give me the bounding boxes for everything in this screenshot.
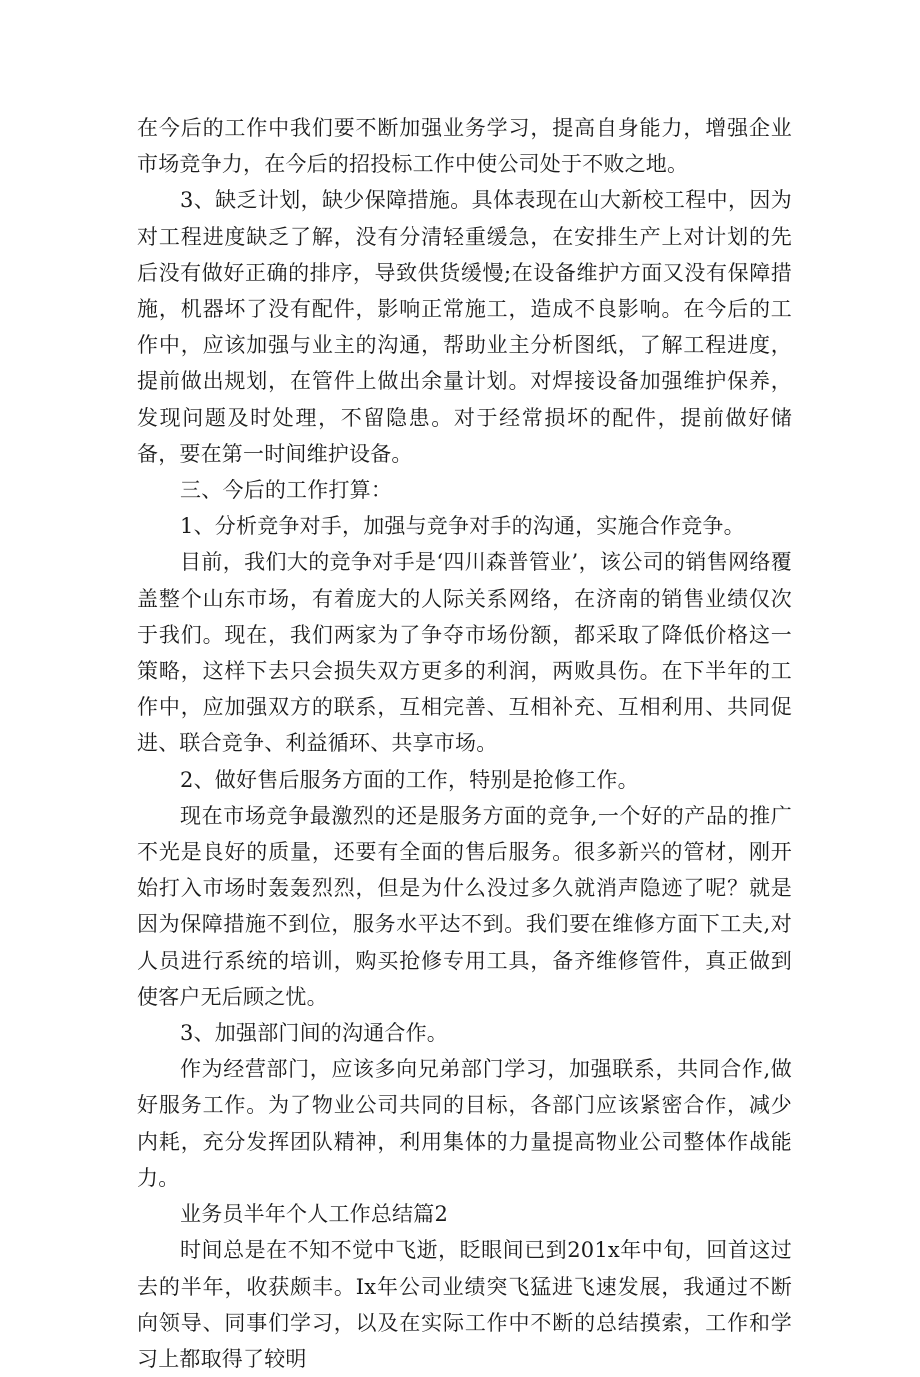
document-body	[137, 110, 792, 1377]
plan-item-3-heading: 3、加强部门间的沟通合作。	[180, 1021, 449, 1046]
article-2-opening-paragraph: 时间总是在不知不觉中飞逝，眨眼间已到201x年中旬，回首这过去的半年，收获颇丰。Ix年公司业绩突飞猛进飞速发展，我通过不断向领导、同事们学习，以及在实际工作中不断的总结摸索，工作和学习上都取得了较明	[137, 1238, 792, 1371]
plan-item-2-heading: 2、做好售后服务方面的工作，特别是抢修工作。	[180, 767, 639, 792]
paragraph-point-3: 3、缺乏计划，缺少保障措施。具体表现在山大新校工程中，因为对工程进度缺乏了解，没有分清轻重缓急，在安排生产上对计划的先后没有做好正确的排序，导致供货缓慢;在设备维护方面又没有保障措施，机器坏了没有配件，影响正常施工，造成不良影响。在今后的工作中，应该加强与业主的沟通，帮助业主分析图纸，了解工程进度，提前做出规划，在管件上做出余量计划。对焊接设备加强维护保养，发现问题及时处理，不留隐患。对于经常损坏的配件，提前做好储备，要在第一时间维护设备。	[137, 188, 792, 466]
plan-item-1-body: 目前，我们大的竞争对手是‘四川森普管业’，该公司的销售网络覆盖整个山东市场，有着庞大的人际关系网络，在济南的销售业绩仅次于我们。现在，我们两家为了争夺市场份额，都采取了降低价格这一策略，这样下去只会损失双方更多的利润，两败具伤。在下半年的工作中，应加强双方的联系，互相完善、互相补充、互相利用、共同促进、联合竞争、利益循环、共享市场。	[137, 550, 792, 756]
plan-item-1-heading: 1、分析竞争对手，加强与竞争对手的沟通，实施合作竞争。	[180, 514, 745, 539]
plan-item-2-body: 现在市场竞争最激烈的还是服务方面的竞争,一个好的产品的推广不光是良好的质量，还要有全面的售后服务。很多新兴的管材，刚开始打入市场时轰轰烈烈，但是为什么没过多久就消声隐迹了呢？就是因为保障措施不到位，服务水平达不到。我们要在维修方面下工夫,对人员进行系统的培训，购买抢修专用工具，备齐维修管件，真正做到使客户无后顾之忧。	[137, 803, 792, 1009]
plan-item-3-body: 作为经营部门，应该多向兄弟部门学习，加强联系，共同合作,做好服务工作。为了物业公司共同的目标，各部门应该紧密合作，减少内耗，充分发挥团队精神，利用集体的力量提高物业公司整体作战能力。	[137, 1057, 792, 1190]
section-heading-future-plans: 三、今后的工作打算：	[180, 478, 393, 503]
paragraph-continuation: 在今后的工作中我们要不断加强业务学习，提高自身能力，增强企业市场竞争力，在今后的招投标工作中使公司处于不败之地。	[137, 116, 792, 177]
article-title-part-2: 业务员半年个人工作总结篇2	[180, 1202, 449, 1227]
